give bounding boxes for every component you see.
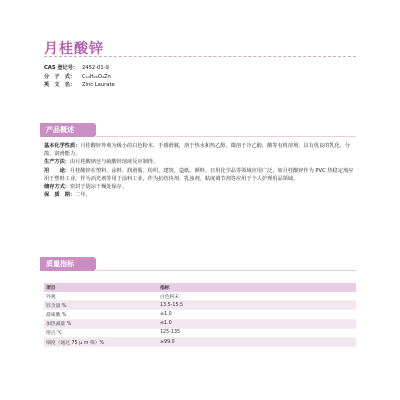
table-row <box>44 310 356 319</box>
paragraph-text: 二年。 <box>75 192 91 199</box>
section-divider <box>96 136 356 137</box>
table-cell-spec: ≤1.0 <box>158 310 356 319</box>
paragraph-shelf-life <box>44 191 358 199</box>
meta-row-english-name <box>44 81 115 90</box>
table-cell-spec: ≥99.0 <box>158 337 356 346</box>
table-row <box>44 301 356 310</box>
paragraph-text: 月桂酸锌在塑料、涂料、润滑脂、纺织、建筑、造纸、颜料、日用化学品等领域应用广泛，如月桂酸锌作为 PVC 热稳定剂应用于塑料工业，作为消光剂等用于涂料工业，作为抗结块剂、乳浊剂、粘度调节剂等应用于个人护理用品领域。 <box>44 167 354 182</box>
paragraph-storage <box>44 183 358 191</box>
table-row <box>44 337 356 346</box>
meta-row-cas <box>44 64 115 73</box>
paragraph-label: 保 质 期： <box>44 192 76 199</box>
section-heading-overview: 产品概述 <box>40 123 96 137</box>
meta-label: 英 文 名： <box>44 82 76 88</box>
table-row <box>44 328 356 337</box>
paragraph-production <box>44 158 358 166</box>
paragraph-usage <box>44 167 358 183</box>
column-header: 项目 <box>44 283 158 292</box>
paragraph-text: 月桂酸锌外观为极小的白色粉末，手感滑腻，溶于热水和热乙醇，微溶于冷乙醇，酸等有机溶剂，具有优良的乳化、分散、润滑能力。 <box>44 143 351 158</box>
table-cell-item: 锌含量 % <box>44 301 158 310</box>
table-cell-spec: ≤1.0 <box>158 319 356 328</box>
paragraph-text: 密封于阴凉干燥处保存。 <box>69 184 128 191</box>
meta-label: CAS 登记号： <box>44 65 79 71</box>
section-heading-quality: 质量指标 <box>40 257 96 271</box>
overview-text <box>44 142 358 199</box>
section-divider <box>96 270 356 271</box>
paragraph-properties <box>44 142 358 158</box>
meta-value: C₂₄H₄₆O₄Zn <box>82 73 111 80</box>
table-cell-spec: 125-135 <box>158 328 356 337</box>
table-cell-item: 游离酸 % <box>44 310 158 319</box>
product-meta <box>44 64 115 90</box>
title-divider <box>44 56 356 57</box>
paragraph-label: 基本化学性质： <box>44 143 81 149</box>
table-cell-item: 熔点 ℃ <box>44 328 158 337</box>
table-cell-item: 外观 <box>44 292 158 301</box>
table-cell-spec: 13.5-15.5 <box>158 301 356 310</box>
paragraph-label: 储存方式： <box>44 184 70 191</box>
table-cell-item: 细度（通过 75 μ m 筛）% <box>44 337 158 346</box>
table-row <box>44 319 356 328</box>
table-cell-spec: 白色粉末 <box>158 292 356 301</box>
paragraph-label: 用 途： <box>44 167 70 174</box>
paragraph-label: 生产方法： <box>44 159 70 166</box>
quality-spec-table <box>44 283 356 347</box>
meta-row-formula <box>44 73 115 82</box>
column-header: 指标 <box>158 283 356 292</box>
meta-value: Zinc Laurate <box>82 82 115 88</box>
table-cell-item: 加热减量 % <box>44 319 158 328</box>
meta-label: 分 子 式： <box>44 73 76 80</box>
page-title: 月桂酸锌 <box>44 41 104 57</box>
table-header-row <box>44 283 356 292</box>
table-row <box>44 292 356 301</box>
meta-value: 2452-01-9 <box>82 65 109 71</box>
paragraph-text: 由月桂酸钠皂与硫酸锌溶液反应制得。 <box>69 159 159 166</box>
